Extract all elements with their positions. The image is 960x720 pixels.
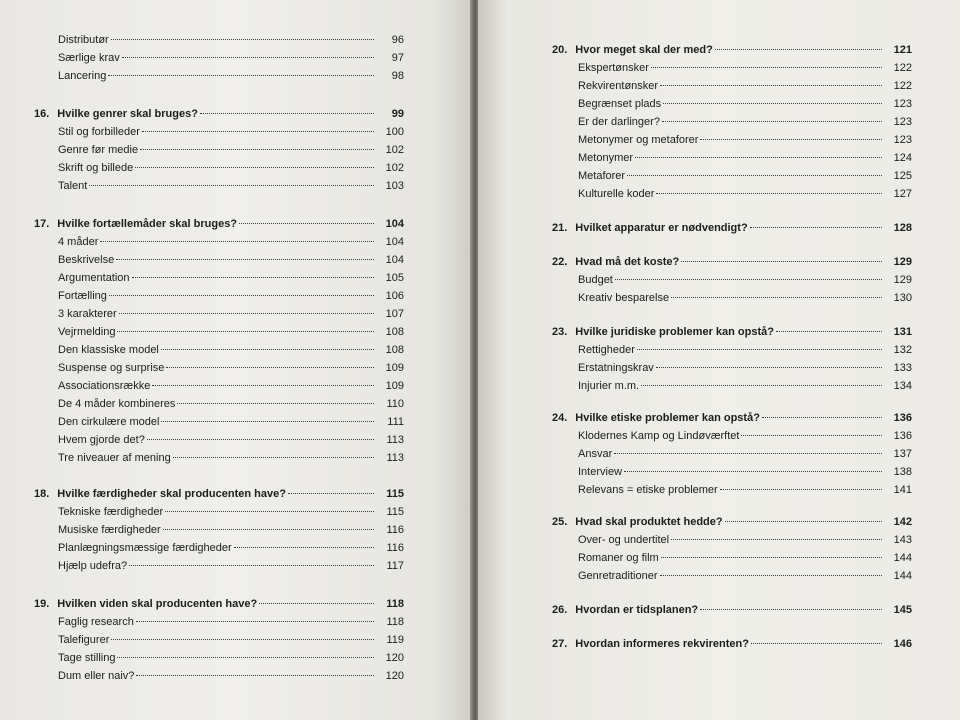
dot-leader (700, 609, 882, 610)
entry-title: Hvem gjorde det? (58, 434, 145, 446)
toc-entry (58, 162, 404, 175)
dot-leader (259, 603, 374, 604)
dot-leader (163, 529, 374, 530)
entry-title: Talent (58, 180, 88, 192)
entry-title: Genre før medie (58, 144, 139, 156)
toc-entry (578, 152, 912, 165)
dot-leader (751, 643, 882, 644)
entry-title: Tage stilling (58, 652, 116, 664)
entry-title: Hvilke genrer skal bruges? (57, 108, 198, 120)
page-number: 122 (893, 62, 912, 74)
toc-entry (58, 70, 404, 83)
page-number: 118 (386, 616, 404, 628)
toc-entry (578, 80, 912, 93)
toc-entry (578, 534, 912, 547)
chapter-number: 25. (552, 516, 568, 528)
toc-entry (58, 254, 404, 267)
page-number: 127 (893, 188, 912, 200)
page-number: 98 (391, 70, 404, 82)
page-number: 136 (893, 412, 912, 424)
entry-title: Metonymer og metaforer (578, 134, 699, 146)
dot-leader (720, 489, 882, 490)
entry-title: 3 karakterer (58, 308, 117, 320)
entry-title: Ekspertønsker (578, 62, 649, 74)
entry-title: Hvilke fortællemåder skal bruges? (57, 218, 238, 230)
dot-leader (117, 657, 374, 658)
dot-leader (637, 349, 882, 350)
dot-leader (239, 223, 374, 224)
page-number: 145 (893, 604, 912, 616)
page-number: 106 (385, 290, 404, 302)
toc-chapter-entry (552, 604, 912, 617)
page-number: 123 (893, 98, 912, 110)
toc-entry (578, 570, 912, 583)
chapter-number: 20. (552, 44, 568, 56)
entry-title: Injurier m.m. (578, 380, 640, 392)
page-number: 115 (386, 506, 404, 518)
entry-title: Budget (578, 274, 613, 286)
page-number: 125 (893, 170, 912, 182)
page-number: 111 (387, 416, 404, 428)
dot-leader (627, 175, 882, 176)
toc-entry (58, 52, 404, 65)
toc-chapter-entry (552, 516, 912, 529)
dot-leader (641, 385, 882, 386)
toc-chapter-entry (552, 44, 912, 57)
toc-entry (578, 98, 912, 111)
dot-leader (147, 439, 374, 440)
toc-chapter-entry (552, 256, 912, 269)
page-number: 121 (893, 44, 912, 56)
toc-entry (58, 362, 404, 375)
toc-chapter-entry (34, 488, 404, 501)
page-number: 144 (893, 570, 912, 582)
toc-entry (578, 292, 912, 305)
page-number: 104 (385, 218, 404, 230)
dot-leader (288, 493, 374, 494)
entry-title: De 4 måder kombineres (58, 398, 176, 410)
entry-title: Er der darlinger? (578, 116, 660, 128)
page-number: 137 (893, 448, 912, 460)
page-number: 113 (386, 434, 404, 446)
page-number: 120 (385, 652, 404, 664)
right-page (478, 0, 960, 720)
chapter-number: 19. (34, 598, 50, 610)
dot-leader (111, 39, 374, 40)
entry-title: Hvad må det koste? (575, 256, 680, 268)
chapter-number: 22. (552, 256, 568, 268)
dot-leader (663, 103, 882, 104)
chapter-number: 18. (34, 488, 50, 500)
dot-leader (165, 511, 374, 512)
toc-entry (58, 272, 404, 285)
toc-entry (58, 34, 404, 47)
page-number: 123 (893, 116, 912, 128)
page-number: 109 (385, 362, 404, 374)
page-number: 99 (391, 108, 404, 120)
dot-leader (142, 131, 374, 132)
entry-title: Planlægningsmæssige færdigheder (58, 542, 232, 554)
entry-title: Over- og undertitel (578, 534, 670, 546)
toc-entry (58, 180, 404, 193)
page-number: 104 (385, 254, 404, 266)
toc-entry (578, 344, 912, 357)
page-number: 143 (893, 534, 912, 546)
entry-title: Beskrivelse (58, 254, 115, 266)
page-number: 133 (893, 362, 912, 374)
toc-entry (58, 560, 404, 573)
page-number: 122 (893, 80, 912, 92)
page-number: 97 (391, 52, 404, 64)
entry-title: Hvilke etiske problemer kan opstå? (575, 412, 760, 424)
dot-leader (615, 279, 882, 280)
entry-title: Musiske færdigheder (58, 524, 161, 536)
page-number: 144 (893, 552, 912, 564)
entry-title: Metonymer (578, 152, 634, 164)
entry-title: Interview (578, 466, 623, 478)
page-number: 129 (893, 274, 912, 286)
entry-title: Vejrmelding (58, 326, 116, 338)
entry-title: 4 måder (58, 236, 99, 248)
dot-leader (136, 675, 374, 676)
toc-entry (58, 652, 404, 665)
page-number: 110 (386, 398, 404, 410)
page-number: 117 (386, 560, 404, 572)
toc-chapter-entry (552, 638, 912, 651)
chapter-number: 27. (552, 638, 568, 650)
dot-leader (614, 453, 882, 454)
dot-leader (671, 297, 882, 298)
toc-entry (578, 430, 912, 443)
dot-leader (177, 403, 374, 404)
dot-leader (700, 139, 882, 140)
toc-entry (58, 670, 404, 683)
chapter-number: 21. (552, 222, 568, 234)
page-number: 102 (385, 162, 404, 174)
toc-chapter-entry (552, 222, 912, 235)
entry-title: Begrænset plads (578, 98, 662, 110)
dot-leader (200, 113, 374, 114)
entry-title: Hvilken viden skal producenten have? (57, 598, 258, 610)
dot-leader (234, 547, 374, 548)
dot-leader (656, 367, 882, 368)
toc-entry (58, 290, 404, 303)
chapter-number: 23. (552, 326, 568, 338)
toc-chapter-entry (552, 326, 912, 339)
page-number: 142 (893, 516, 912, 528)
dot-leader (762, 417, 882, 418)
dot-leader (173, 457, 374, 458)
toc-chapter-entry (34, 108, 404, 121)
entry-title: Hvilke juridiske problemer kan opstå? (575, 326, 774, 338)
toc-entry (58, 542, 404, 555)
toc-entry (578, 380, 912, 393)
dot-leader (725, 521, 882, 522)
toc-entry (58, 398, 404, 411)
entry-title: Rekvirentønsker (578, 80, 659, 92)
page-number: 123 (893, 134, 912, 146)
page-number: 141 (893, 484, 912, 496)
page-number: 118 (386, 598, 404, 610)
entry-title: Kulturelle koder (578, 188, 655, 200)
toc-entry (578, 552, 912, 565)
page-number: 113 (386, 452, 404, 464)
toc-entry (58, 126, 404, 139)
dot-leader (635, 157, 882, 158)
entry-title: Lancering (58, 70, 107, 82)
page-number: 103 (385, 180, 404, 192)
toc-entry (58, 308, 404, 321)
page-number: 115 (386, 488, 404, 500)
toc-entry (58, 634, 404, 647)
toc-entry (58, 416, 404, 429)
entry-title: Distributør (58, 34, 109, 46)
entry-title: Associationsrække (58, 380, 151, 392)
toc-entry (578, 274, 912, 287)
page-number: 136 (893, 430, 912, 442)
page-number: 134 (893, 380, 912, 392)
toc-entry (58, 616, 404, 629)
page-number: 116 (386, 524, 404, 536)
entry-title: Kreativ besparelse (578, 292, 670, 304)
entry-title: Hvad skal produktet hedde? (575, 516, 723, 528)
toc-chapter-entry (34, 598, 404, 611)
entry-title: Relevans = etiske problemer (578, 484, 718, 496)
toc-entry (58, 452, 404, 465)
dot-leader (660, 575, 883, 576)
toc-entry (58, 506, 404, 519)
toc-chapter-entry (552, 412, 912, 425)
page-number: 124 (893, 152, 912, 164)
dot-leader (741, 435, 882, 436)
dot-leader (135, 167, 374, 168)
dot-leader (715, 49, 882, 50)
dot-leader (116, 259, 374, 260)
toc-entry (578, 484, 912, 497)
page-number: 96 (391, 34, 404, 46)
page-number: 120 (385, 670, 404, 682)
toc-chapter-entry (34, 218, 404, 231)
dot-leader (624, 471, 882, 472)
dot-leader (166, 367, 374, 368)
entry-title: Genretraditioner (578, 570, 658, 582)
dot-leader (129, 565, 374, 566)
toc-entry (578, 448, 912, 461)
page-number: 109 (385, 380, 404, 392)
dot-leader (750, 227, 882, 228)
page-number: 104 (385, 236, 404, 248)
entry-title: Stil og forbilleder (58, 126, 140, 138)
dot-leader (117, 331, 374, 332)
toc-entry (578, 466, 912, 479)
page-number: 131 (893, 326, 912, 338)
dot-leader (152, 385, 374, 386)
dot-leader (671, 539, 882, 540)
page-number: 102 (385, 144, 404, 156)
toc-entry (58, 434, 404, 447)
left-page (0, 0, 472, 720)
entry-title: Særlige krav (58, 52, 120, 64)
toc-entry (578, 188, 912, 201)
dot-leader (681, 261, 882, 262)
dot-leader (140, 149, 374, 150)
toc-entry (58, 380, 404, 393)
entry-title: Hvordan informeres rekvirenten? (575, 638, 749, 650)
page-number: 116 (386, 542, 404, 554)
entry-title: Tekniske færdigheder (58, 506, 164, 518)
dot-leader (109, 295, 374, 296)
chapter-number: 16. (34, 108, 50, 120)
entry-title: Skrift og billede (58, 162, 134, 174)
toc-entry (578, 134, 912, 147)
dot-leader (122, 57, 374, 58)
entry-title: Rettigheder (578, 344, 635, 356)
chapter-number: 24. (552, 412, 568, 424)
page-number: 138 (893, 466, 912, 478)
entry-title: Suspense og surprise (58, 362, 165, 374)
entry-title: Metaforer (578, 170, 626, 182)
entry-title: Fortælling (58, 290, 107, 302)
entry-title: Den cirkulære model (58, 416, 160, 428)
page-number: 129 (893, 256, 912, 268)
dot-leader (656, 193, 882, 194)
entry-title: Den klassiske model (58, 344, 159, 356)
dot-leader (89, 185, 374, 186)
dot-leader (100, 241, 374, 242)
dot-leader (660, 85, 882, 86)
page-number: 108 (385, 344, 404, 356)
entry-title: Argumentation (58, 272, 130, 284)
entry-title: Hvordan er tidsplanen? (575, 604, 699, 616)
entry-title: Hvilket apparatur er nødvendigt? (575, 222, 748, 234)
entry-title: Ansvar (578, 448, 613, 460)
toc-entry (58, 326, 404, 339)
page-number: 130 (893, 292, 912, 304)
dot-leader (776, 331, 882, 332)
toc-entry (58, 236, 404, 249)
toc-entry (578, 362, 912, 375)
dot-leader (651, 67, 882, 68)
entry-title: Talefigurer (58, 634, 110, 646)
dot-leader (119, 313, 374, 314)
dot-leader (661, 557, 882, 558)
dot-leader (662, 121, 882, 122)
entry-title: Erstatningskrav (578, 362, 654, 374)
dot-leader (161, 349, 374, 350)
dot-leader (132, 277, 374, 278)
toc-entry (578, 116, 912, 129)
chapter-number: 26. (552, 604, 568, 616)
entry-title: Tre niveauer af mening (58, 452, 171, 464)
entry-title: Faglig research (58, 616, 134, 628)
page-number: 128 (893, 222, 912, 234)
page-number: 100 (385, 126, 404, 138)
entry-title: Hjælp udefra? (58, 560, 128, 572)
dot-leader (111, 639, 374, 640)
entry-title: Hvilke færdigheder skal producenten have? (57, 488, 286, 500)
entry-title: Romaner og film (578, 552, 659, 564)
page-number: 105 (385, 272, 404, 284)
dot-leader (161, 421, 374, 422)
page-number: 132 (893, 344, 912, 356)
dot-leader (136, 621, 374, 622)
dot-leader (108, 75, 374, 76)
toc-entry (578, 62, 912, 75)
entry-title: Hvor meget skal der med? (575, 44, 713, 56)
toc-entry (58, 524, 404, 537)
toc-entry (58, 344, 404, 357)
toc-entry (578, 170, 912, 183)
entry-title: Dum eller naiv? (58, 670, 135, 682)
chapter-number: 17. (34, 218, 50, 230)
page-number: 107 (385, 308, 404, 320)
entry-title: Klodernes Kamp og Lindøværftet (578, 430, 740, 442)
page-number: 146 (893, 638, 912, 650)
page-number: 119 (386, 634, 404, 646)
page-number: 108 (385, 326, 404, 338)
toc-entry (58, 144, 404, 157)
